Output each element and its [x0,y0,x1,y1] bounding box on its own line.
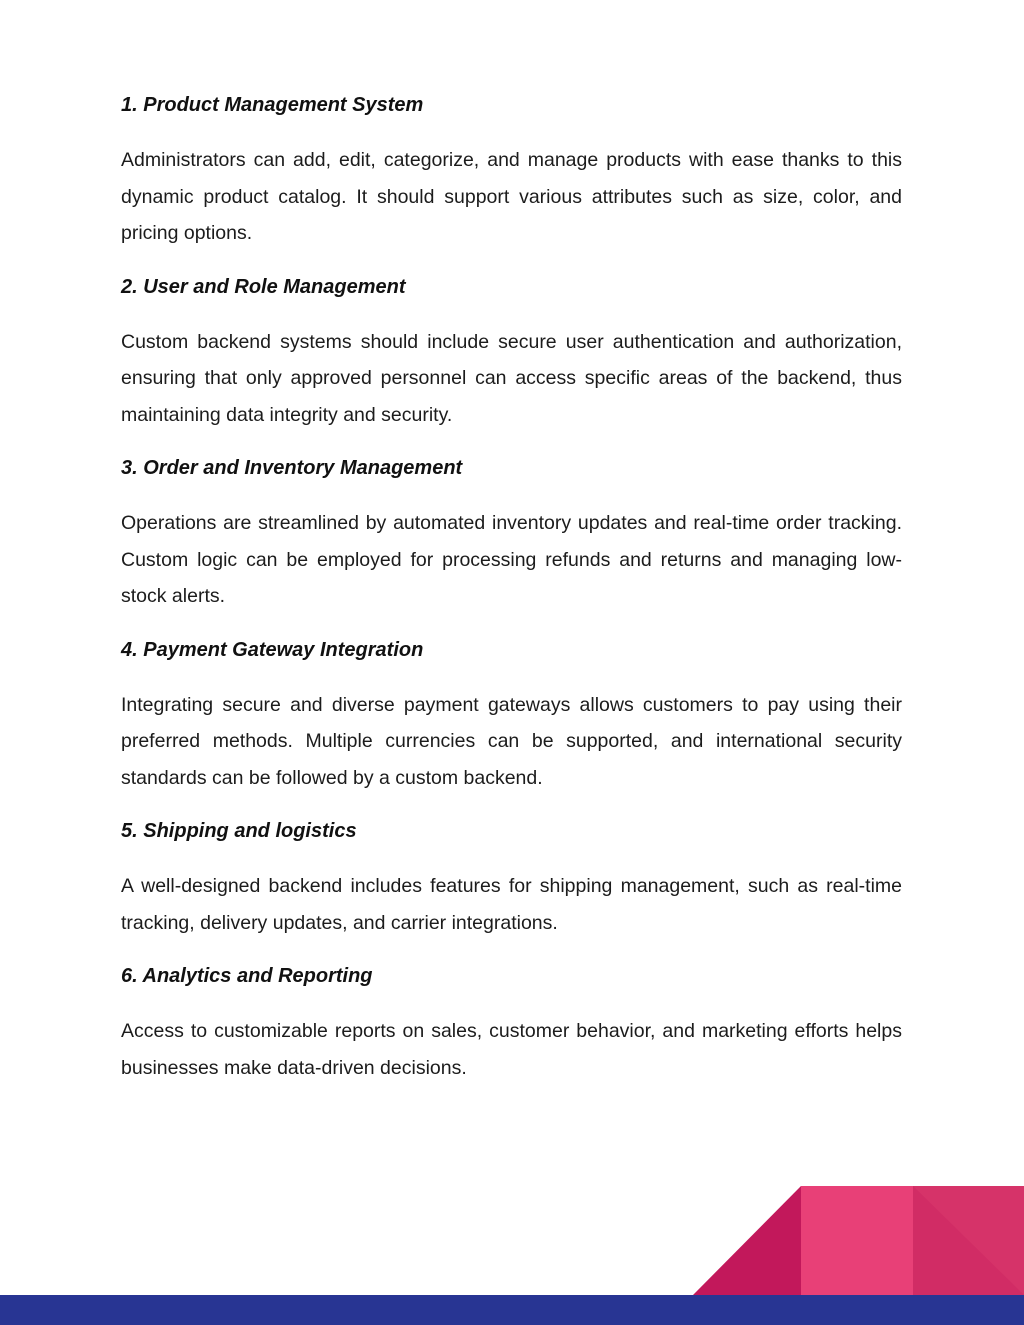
section-shipping-logistics [121,814,902,941]
section-heading: 3. Order and Inventory Management [121,457,463,479]
section-user-role-management [121,270,902,434]
document-content [121,88,902,1104]
section-body: Administrators can add, edit, categorize, and manage products with ease thanks to this dynamic product catalog. It should support various attributes such as size, color, and pricing options. [121,149,902,244]
section-body: A well-designed backend includes features for shipping management, such as real-time tracking, delivery updates, and carrier integrations. [121,875,902,934]
decor-shade-triangle [913,1186,1024,1295]
section-heading: 5. Shipping and logistics [121,820,357,842]
decor-medium-panel [913,1186,1024,1295]
section-heading: 6. Analytics and Reporting [121,965,373,987]
section-body: Operations are streamlined by automated inventory updates and real-time order tracking. Custom logic can be employed for processing refunds and returns and managing low-stock alerts. [121,512,902,607]
section-analytics-reporting [121,959,902,1086]
section-payment-gateway [121,633,902,797]
section-body: Access to customizable reports on sales, customer behavior, and marketing efforts helps businesses make data-driven decisions. [121,1020,902,1079]
section-order-inventory-management [121,451,902,615]
decor-light-panel [801,1186,914,1295]
decor-dark-triangle [693,1186,801,1295]
footer-band [0,1295,1024,1325]
section-heading: 1. Product Management System [121,94,424,116]
section-body: Custom backend systems should include secure user authentication and authorization, ensuring that only approved personnel can access specific areas of the backend, thus maintaining data integrity and security. [121,330,902,426]
section-body: Integrating secure and diverse payment gateways allows customers to pay using their preferred methods. Multiple currencies can be supported, and international security standards can be followed by a custom backend. [121,693,902,789]
section-heading: 4. Payment Gateway Integration [121,638,424,661]
section-heading: 2. User and Role Management [121,275,406,298]
section-product-management [121,88,902,252]
